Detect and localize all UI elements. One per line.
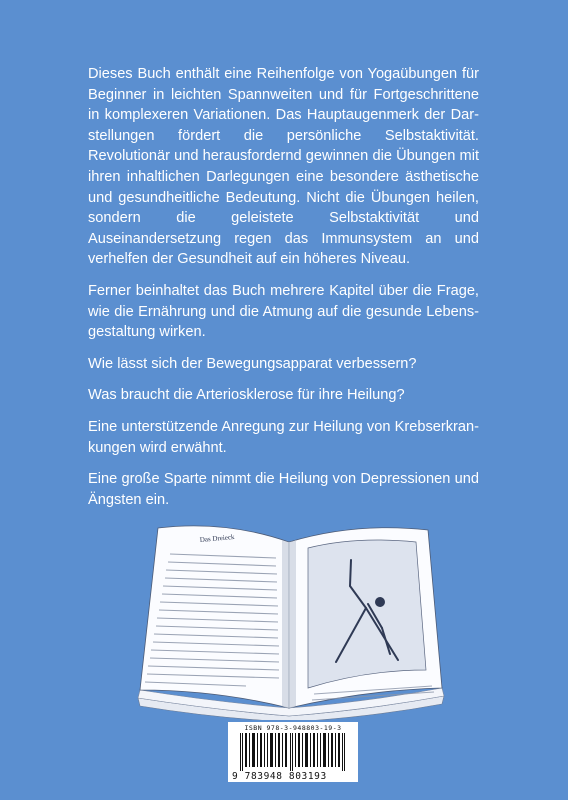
blurb-paragraph-movement: Wie lässt sich der Bewegungsapparat verbessern? [88,355,417,372]
barcode [228,722,358,782]
blurb-paragraph-cancer: Eine unterstützende Anregung zur Heilung von Krebserkrankungen wird erwähnt. [88,418,479,456]
blurb-paragraph-arteriosclerosis: Was braucht die Arteriosklerose für ihre Heilung? [88,387,405,404]
illustration-page-title: Das Dreieck [199,532,235,544]
open-book-illustration [136,520,446,720]
ean-digits: 9 783948 803193 [232,771,327,782]
blurb-paragraph-nutrition: Ferner beinhaltet das Buch mehrere Kapitel über die Frage, wie die Ernährung und die Atmung auf die gesunde Lebensgestaltung wirken. [88,282,479,341]
blurb-paragraph-intro: Dieses Buch enthält eine Reihenfolge von Yogaübungen für Beginner in leichten Spannweiten und für Fortgeschrittene in komplexeren Variationen. Das Hauptaugenmerk der Darstellungen fördert die persönliche Selbstaktivität. Revolutionär und herausfordernd gewinnen die Übungen mit ihren inhaltlichen Darlegungen eine besondere ästhetische und gesundheitliche Bedeutung. Nicht die Übungen heilen, sondern die geleistete Selbstaktivität und Auseinandersetzung regen das Immunsystem an und verhelfen der Gesundheit auf ein höheres Niveau. [88,66,479,268]
blurb-text [88,64,479,521]
barcode-bars [240,733,346,771]
blurb-paragraph-depression: Eine große Sparte nimmt die Heilung von Depressionen und Ängsten ein. [88,471,479,508]
isbn-label: ISBN 978-3-948803-19-3 [244,724,342,732]
